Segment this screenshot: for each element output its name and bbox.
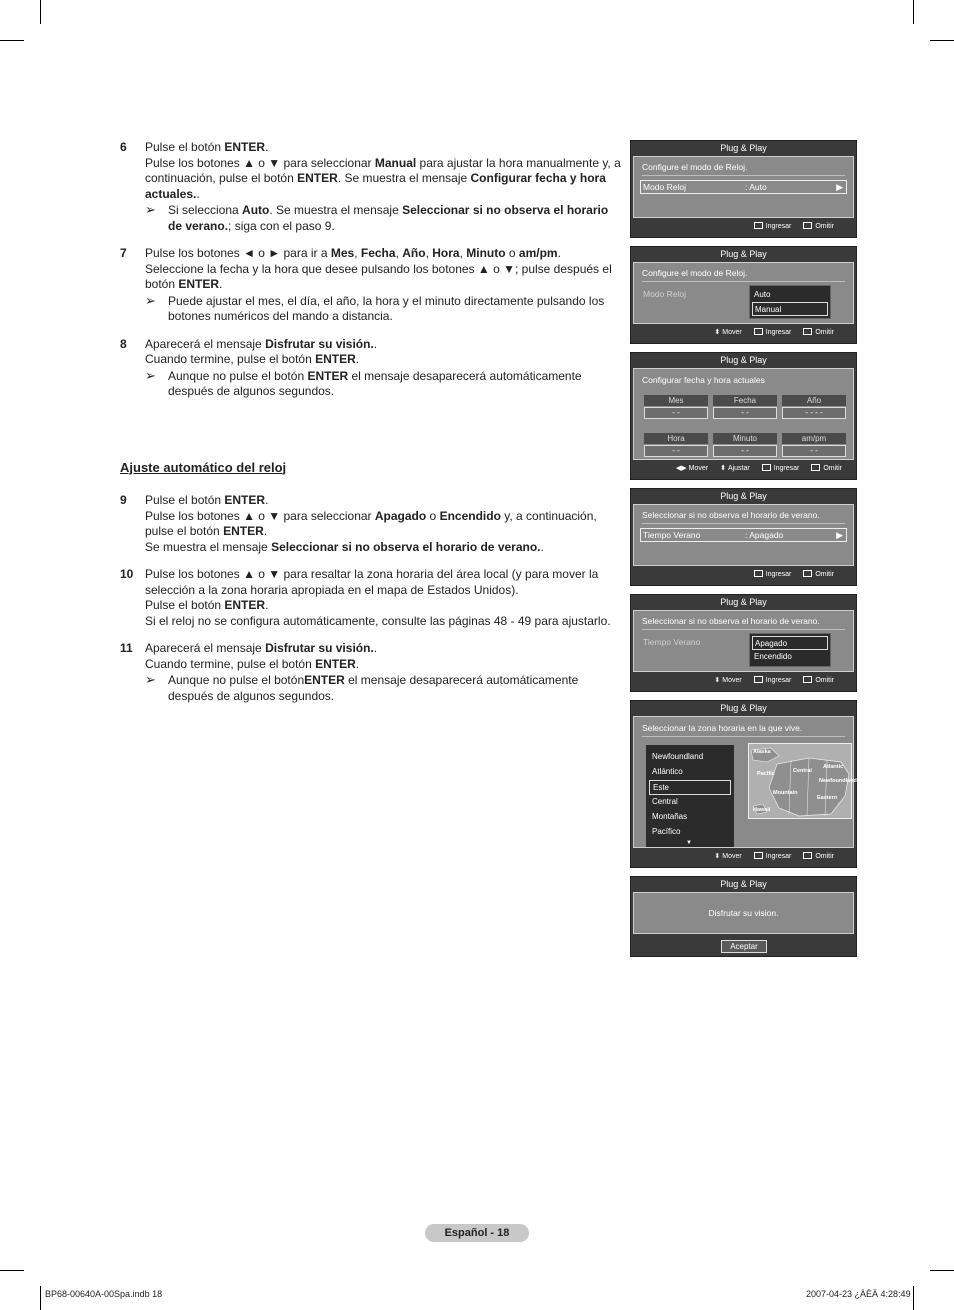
step-line: Pulse los botones ▲ o ▼ para seleccionar Apagado o Encendido y, a continuación, pulse el botón ENTER.: [145, 508, 597, 538]
dst-dropdown[interactable]: [749, 633, 831, 667]
osd-set-date-time: [630, 352, 857, 480]
crop-mark: [0, 40, 24, 41]
enter-hint: Ingresar: [754, 223, 792, 230]
osd-message: Seleccionar si no observa el horario de verano.: [642, 616, 820, 626]
field-year[interactable]: Año - - - -: [782, 395, 846, 419]
osd-clock-mode-auto: [630, 140, 857, 238]
step-line: Se muestra el mensaje Seleccionar si no observa el horario de verano..: [145, 539, 544, 554]
crop-mark: [0, 1270, 24, 1271]
enter-hint: Ingresar: [754, 329, 792, 336]
map-label: Atlantic: [823, 764, 844, 770]
menu-icon: [803, 570, 812, 577]
step-line: Seleccione la fecha y la hora que desee pulsando los botones ▲ o ▼; pulse después el botón ENTER.: [145, 261, 612, 291]
skip-hint: Omitir: [803, 571, 834, 578]
osd-panel: [633, 156, 854, 218]
osd-time-zone: [630, 700, 857, 868]
scroll-down-icon[interactable]: ▼: [686, 840, 692, 846]
map-label: Pacific: [757, 771, 775, 777]
step-line: Pulse los botones ◄ o ► para ir a Mes, Fecha, Año, Hora, Minuto o am/pm.: [145, 246, 561, 260]
option-auto[interactable]: Auto: [754, 290, 771, 299]
enter-hint: Ingresar: [762, 465, 800, 472]
osd-footer: [631, 566, 856, 584]
step-line: Cuando termine, pulse el botón ENTER.: [145, 352, 360, 366]
osd-message: Seleccionar la zona horaria en la que vive.: [642, 723, 803, 733]
crop-mark: [40, 0, 41, 24]
step-8: [120, 337, 625, 400]
step-number: 7: [120, 246, 127, 260]
step-7: [120, 246, 625, 325]
osd-message: Configure el modo de Reloj.: [642, 162, 748, 172]
step-note: ➢ Aunque no pulse el botón ENTER el mensaje desaparecerá automáticamente después de algunos segundos.: [145, 367, 582, 398]
field-date[interactable]: Fecha - -: [713, 395, 777, 419]
map-label: Mountain: [773, 790, 798, 796]
skip-hint: Omitir: [803, 853, 834, 860]
option-on[interactable]: Encendido: [754, 652, 792, 661]
section-title: Ajuste automático del reloj: [120, 459, 287, 475]
step-number: 10: [120, 567, 134, 581]
note-arrow-icon: ➢: [145, 202, 156, 217]
osd-footer: [631, 218, 856, 236]
map-label: Newfoundland: [819, 778, 857, 784]
dst-label: Tiempo Verano: [643, 637, 701, 647]
clock-mode-label: Modo Reloj: [643, 289, 686, 299]
move-hint: ◀▶ Mover: [676, 465, 708, 472]
step-number: 11: [120, 641, 133, 655]
menu-icon: [803, 222, 812, 229]
osd-clock-mode-dropdown: [630, 246, 857, 344]
crop-mark: [40, 1286, 41, 1310]
menu-icon: [803, 676, 812, 683]
osd-panel: [633, 504, 854, 566]
field-am-pm[interactable]: am/pm - -: [782, 433, 846, 457]
osd-title: Plug & Play: [720, 249, 767, 259]
osd-dst-dropdown: [630, 594, 857, 692]
step-line: Pulse los botones ▲ o ▼ para seleccionar Manual para ajustar la hora manualmente y, a continuación, pulse el botón ENTER. Se muestra el mensaje Configurar fecha y hora actuales..: [145, 155, 621, 201]
map-label: Alaska: [753, 749, 771, 755]
zone-pacific[interactable]: Pacífico: [652, 827, 681, 836]
map-label: Hawaii: [753, 807, 771, 813]
step-number: 6: [120, 140, 127, 154]
menu-icon: [803, 328, 812, 335]
zone-central[interactable]: Central: [652, 797, 678, 806]
divider: [642, 175, 845, 176]
enter-icon: [762, 464, 771, 471]
osd-footer: [631, 848, 856, 866]
instructions: [120, 140, 625, 714]
step-line: Pulse el botón ENTER.: [145, 598, 269, 612]
osd-title: Plug & Play: [720, 491, 767, 501]
row-value: : Apagado: [745, 530, 784, 540]
divider: [642, 736, 845, 737]
osd-panel: [633, 892, 854, 934]
row-value: : Auto: [745, 182, 767, 192]
osd-message: Seleccionar si no observa el horario de verano.: [642, 510, 820, 520]
osd-dst-off: [630, 488, 857, 586]
dst-row[interactable]: [640, 528, 847, 542]
print-file-info: BP68-00640A-00Spa.indb 18: [45, 1289, 163, 1299]
accept-button[interactable]: Aceptar: [721, 940, 767, 953]
enter-icon: [754, 328, 763, 335]
osd-footer: [631, 324, 856, 342]
enter-icon: [754, 852, 763, 859]
zone-mountain[interactable]: Montañas: [652, 812, 688, 821]
map-label: Central: [793, 768, 812, 774]
step-number: 9: [120, 493, 127, 507]
crop-mark: [930, 1270, 954, 1271]
step-line: Pulse el botón ENTER.: [145, 493, 269, 507]
osd-title: Plug & Play: [720, 703, 767, 713]
step-number: 8: [120, 336, 127, 351]
osd-title: Plug & Play: [720, 143, 767, 153]
crop-mark: [930, 40, 954, 41]
map-label: Eastern: [817, 795, 838, 801]
zone-newfoundland[interactable]: Newfoundland: [652, 752, 704, 761]
step-11: [120, 641, 625, 704]
note-arrow-icon: ➢: [145, 367, 156, 383]
zone-eastern[interactable]: Este: [649, 780, 731, 795]
step-note: ➢ Puede ajustar el mes, el día, el año, la hora y el minuto directamente pulsando los botones numéricos del mando a distancia.: [145, 292, 605, 323]
option-off[interactable]: Apagado: [752, 636, 828, 650]
clock-mode-dropdown[interactable]: [749, 285, 831, 319]
step-9: [120, 493, 625, 555]
triangle-right-icon: ▶: [836, 530, 843, 540]
row-label: Modo Reloj: [643, 182, 686, 192]
osd-panel: [633, 262, 854, 324]
left-right-icon: ◀▶: [675, 465, 687, 472]
time-zone-list[interactable]: [646, 745, 734, 847]
enter-icon: [754, 676, 763, 683]
divider: [642, 523, 845, 524]
note-arrow-icon: ➢: [145, 292, 156, 308]
field-hour[interactable]: Hora - -: [644, 433, 708, 457]
osd-footer: [631, 672, 856, 690]
menu-icon: [811, 464, 820, 471]
skip-hint: Omitir: [811, 465, 842, 472]
osd-title: Plug & Play: [720, 597, 767, 607]
divider: [642, 629, 845, 630]
crop-mark: [913, 1286, 914, 1310]
up-down-icon: ⬍: [714, 677, 721, 684]
enter-hint: Ingresar: [754, 677, 792, 684]
move-hint: ⬍ Mover: [714, 677, 741, 684]
step-line: Si el reloj no se configura automáticamente, consulte las páginas 48 - 49 para ajustarlo.: [145, 613, 611, 628]
up-down-icon: ⬍: [714, 853, 721, 860]
skip-hint: Omitir: [803, 329, 834, 336]
up-down-icon: ⬍: [714, 329, 721, 336]
step-note: ➢ Aunque no pulse el botónENTER el mensaje desaparecerá automáticamente después de algunos segundos.: [145, 672, 579, 703]
up-down-icon: ⬍: [720, 465, 726, 472]
menu-icon: [803, 852, 812, 859]
adjust-hint: ⬍ Ajustar: [720, 465, 750, 472]
osd-footer: [631, 460, 856, 478]
option-manual[interactable]: Manual: [752, 302, 828, 316]
step-line: Aparecerá el mensaje Disfrutar su visión..: [145, 336, 378, 351]
enter-icon: [754, 222, 763, 229]
osd-message: Disfrutar su vision.: [708, 908, 779, 918]
field-month[interactable]: Mes - -: [644, 395, 708, 419]
step-10: [120, 567, 625, 629]
row-label: Tiempo Verano: [643, 530, 701, 540]
field-minute[interactable]: Minuto - -: [713, 433, 777, 457]
clock-mode-row[interactable]: [640, 180, 847, 194]
step-6: [120, 140, 625, 234]
step-line: Aparecerá el mensaje Disfrutar su visión..: [145, 641, 378, 655]
note-arrow-icon: ➢: [145, 672, 156, 687]
step-note: ➢ Si selecciona Auto. Se muestra el mensaje Seleccionar si no observa el horario de verano.; siga con el paso 9.: [145, 202, 609, 233]
print-timestamp: 2007-04-23 ¿ÀÈÄ 4:28:49: [806, 1289, 911, 1299]
step-line: Pulse los botones ▲ o ▼ para resaltar la zona horaria del área local (y para mover la selección a la zona horaria apropiada en el mapa de Estados Unidos).: [145, 567, 599, 597]
skip-hint: Omitir: [803, 677, 834, 684]
us-time-zone-map: [748, 743, 857, 819]
crop-mark: [913, 0, 914, 24]
skip-hint: Omitir: [803, 223, 834, 230]
osd-message: Configure el modo de Reloj.: [642, 268, 748, 278]
enter-hint: Ingresar: [754, 853, 792, 860]
osd-title: Plug & Play: [720, 879, 767, 889]
move-hint: ⬍ Mover: [714, 853, 741, 860]
osd-title: Plug & Play: [720, 355, 767, 365]
divider: [642, 281, 845, 282]
page-number: Español - 18: [425, 1224, 529, 1242]
triangle-right-icon: ▶: [836, 182, 843, 192]
enter-hint: Ingresar: [754, 571, 792, 578]
osd-panel: [633, 368, 854, 460]
osd-panel: [633, 716, 857, 848]
step-line: Cuando termine, pulse el botón ENTER.: [145, 656, 360, 671]
move-hint: ⬍ Mover: [714, 329, 741, 336]
osd-panel: [633, 610, 854, 672]
enter-icon: [754, 570, 763, 577]
osd-message: Configurar fecha y hora actuales: [642, 375, 765, 385]
step-line: Pulse el botón ENTER.: [145, 140, 269, 154]
zone-atlantic[interactable]: Atlántico: [652, 767, 683, 776]
osd-enjoy-viewing: [630, 876, 857, 957]
